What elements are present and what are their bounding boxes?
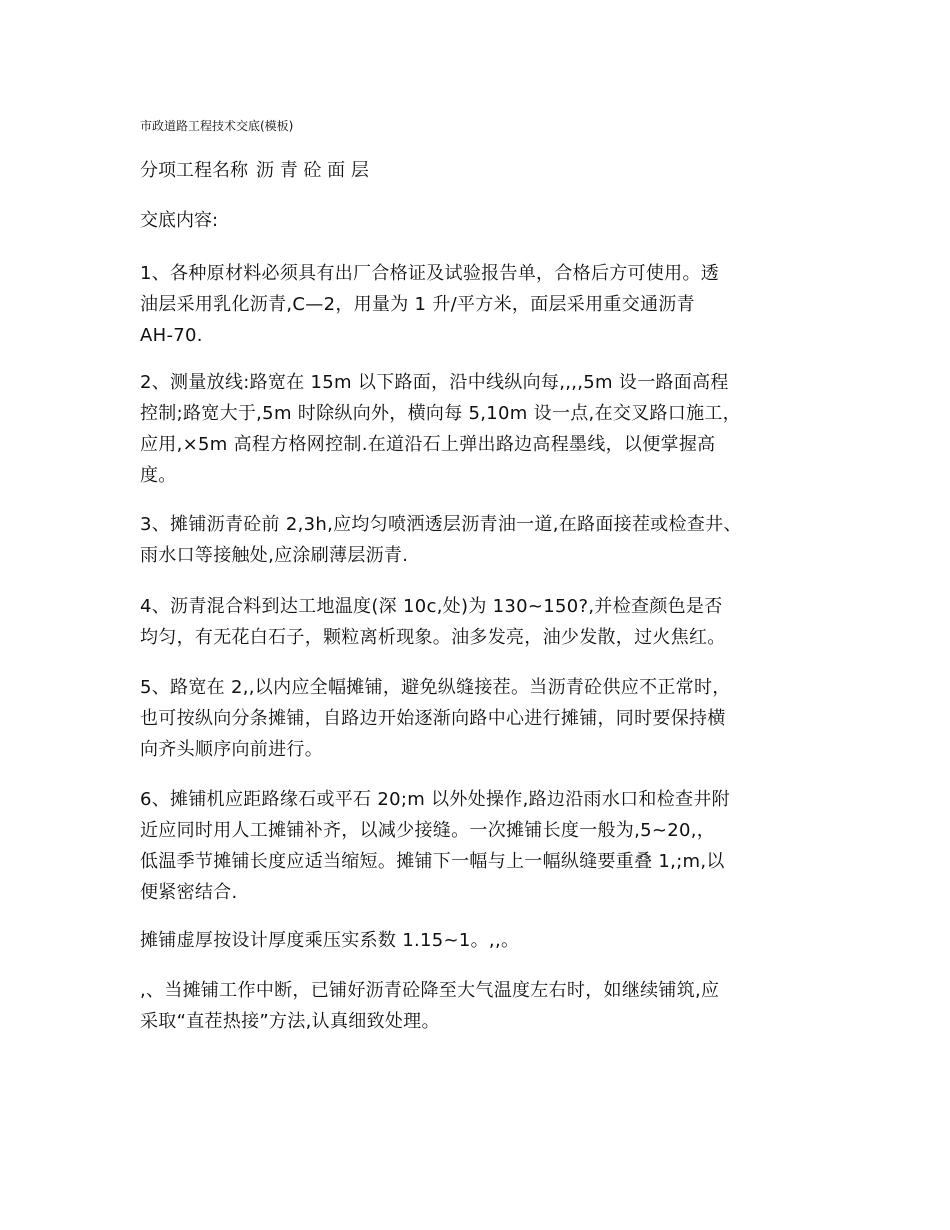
paragraph-3 <box>140 509 820 571</box>
paragraph-line: 摊铺虚厚按设计厚度乘压实系数 1.15~1。,,。 <box>140 930 520 951</box>
content-label: 交底内容: <box>140 210 219 231</box>
paragraph-line: 应用,×5m 高程方格网控制.在道沿石上弹出路边高程墨线，以便掌握高 <box>140 434 716 455</box>
paragraph-line: 4、沥青混合料到达工地温度(深 10c,处)为 130~150?,并检查颜色是否 <box>140 596 723 617</box>
paragraph-line: 低温季节摊铺长度应适当缩短。摊铺下一幅与上一幅纵缝要重叠 1,;m,以 <box>140 851 725 872</box>
paragraph-6 <box>140 784 820 908</box>
paragraph-line: 3、摊铺沥青砼前 2,3h,应均匀喷洒透层沥青油一道,在路面接茬或检查井、 <box>140 514 742 535</box>
paragraph-2 <box>140 367 820 491</box>
paragraph-line: 均匀，有无花白石子，颗粒离析现象。油多发亮，油少发散，过火焦红。 <box>140 627 726 648</box>
paragraph-line: 近应同时用人工摊铺补齐，以减少接缝。一次摊铺长度一般为,5~20,， <box>140 820 716 841</box>
paragraph-line: 控制;路宽大于,5m 时除纵向外，横向每 5,10m 设一点,在交叉路口施工， <box>140 403 741 424</box>
paragraph-line: ,、当摊铺工作中断，已铺好沥青砼降至大气温度左右时，如继续铺筑,应 <box>140 980 720 1001</box>
paragraph-line: 5、路宽在 2,,以内应全幅摊铺，避免纵缝接茬。当沥青砼供应不正常时， <box>140 677 731 698</box>
section-title <box>140 158 369 184</box>
paragraph-line: AH-70. <box>140 325 203 346</box>
section-value: 沥 青 砼 面 层 <box>256 160 369 181</box>
paragraph-line: 也可按纵向分条摊铺，自路边开始逐渐向路中心进行摊铺，同时要保持横 <box>140 708 726 729</box>
paragraph-line: 采取“直茬热接”方法,认真细致处理。 <box>140 1011 440 1032</box>
paragraph-line: 雨水口等接触处,应涂刷薄层沥青. <box>140 545 409 566</box>
paragraph-line: 度。 <box>140 465 177 486</box>
section-label: 分项工程名称 <box>140 160 248 181</box>
paragraph-line: 油层采用乳化沥青,C—2，用量为 1 升/平方米，面层采用重交通沥青 <box>140 294 695 315</box>
paragraph-line: 6、摊铺机应距路缘石或平石 20;m 以外处操作,路边沿雨水口和检查井附 <box>140 789 730 810</box>
paragraph-8 <box>140 975 820 1037</box>
paragraph-5 <box>140 672 820 765</box>
paragraph-line: 2、测量放线:路宽在 15m 以下路面，沿中线纵向每,,,,5m 设一路面高程 <box>140 372 729 393</box>
paragraph-line: 向齐头顺序向前进行。 <box>140 739 323 760</box>
paragraph-4 <box>140 591 820 653</box>
paragraph-1 <box>140 258 820 351</box>
paragraph-7 <box>140 925 820 956</box>
document-header: 市政道路工程技术交底(模板) <box>140 119 294 133</box>
paragraph-line: 便紧密结合. <box>140 882 238 903</box>
paragraph-line: 1、各种原材料必须具有出厂合格证及试验报告单，合格后方可使用。透 <box>140 263 720 284</box>
